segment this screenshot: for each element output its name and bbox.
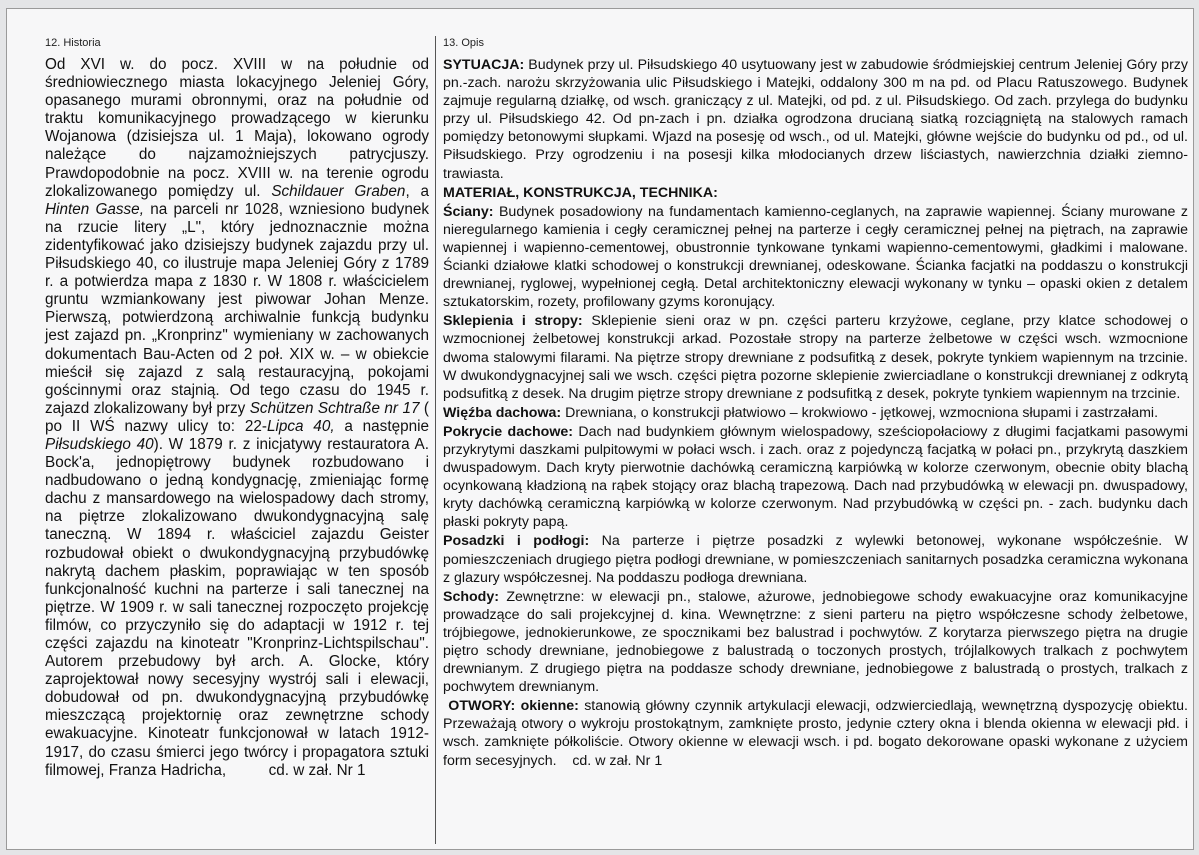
roofing-text: Dach nad budynkiem głównym wielospadowy, sześciopołaciowy z długimi facjatkami pasowymi przykrytymi daszkami pulpitowymi w połaci wsch. i zach. oraz z pojedynczą facjatką w połaci pn., przykrytą daszkiem dwuspadowym. Dach kryty pierwotnie dachówką ceramiczną karpiówką w kolorze czerwonym, obecnie obity blachą ocynkowaną kładzioną na rąbek stojący oraz blachą trapezową. Dach nad przybudówką w elewacji pn. dwuspadowy, kryty dachówką ceramiczną karpiówką w kolorze czerwonym. Nad przybudówką w części pn. - zach. budynku dach płaski pokryty papą. [443, 423, 1188, 531]
description-continuation-reference: cd. w zał. Nr 1 [572, 752, 663, 769]
document-sheet [6, 8, 1194, 850]
walls-heading: Ściany: [443, 203, 494, 220]
street-name-schutzen-schtrasse: Schützen Schtraße nr 17 [249, 399, 420, 417]
material-heading: MATERIAŁ, KONSTRUKCJA, TECHNIKA: [443, 184, 718, 201]
roofing-paragraph [443, 423, 1188, 532]
history-text-part-5: a następnie [334, 417, 429, 435]
street-name-hinten-gasse: Hinten Gasse, [45, 200, 144, 218]
vaults-text: Sklepienie sieni oraz w pn. części parteru krzyżowe, ceglane, przy klatce schodowej o wzmocnionej żelbetowej konstrukcji arkad. Pozostałe stropy na parterze żelbetowe w części wsch. wzmocnione dwoma stalowymi filarami. Na piętrze stropy drewniane z podsufitką z desek, pokryte tynkiem wapiennym na trzcinie. W dwukondygnacyjnej sali we wsch. części piętra pozorne sklepienie zwierciadlane o konstrukcji drewnianej z odkrytą podsufitką z desek. Na drugim piętrze stropy drewniane z podsufitką z desek, pokryte tynkiem wapiennym na trzcinie. [443, 313, 1188, 402]
roof-truss-text: Drewniana, o konstrukcji płatwiowo – krokwiowo - jętkowej, wzmocniona słupami i zastrzałami. [561, 404, 1159, 421]
column-divider [435, 36, 436, 844]
floors-heading: Posadzki i podłogi: [443, 533, 590, 550]
history-text-part-1: Od XVI w. do pocz. XVIII w na południe od średniowiecznego miasta lokacyjnego Jeleniej Góry, opasanego murami obronnymi, oraz na południe od traktu komunikacyjnego prowadzącego w kierunku Wojanowa (dzisiejsza ul. 1 Maja), lokowano ogrody należące do najzamożniejszych patrycjuszy. Prawdopodobnie na pocz. XVIII w. na terenie ogrodu zlokalizowanego pomiędzy ul. [45, 56, 429, 200]
history-text-part-4: ( po II WŚ nazwy ulicy to: 22- [45, 399, 429, 435]
stairs-text: Zewnętrzne: w elewacji pn., stalowe, ażurowe, jednobiegowe schody ewakuacyjne oraz komunikacyjne prowadzące do sali projekcyjnej d. kina. Wewnętrzne: z sieni parteru na piętro współczesne schody żelbetowe, trójbiegowe, jednokierunkowe, ze spocznikami bez balustrad i pochwytów. Z korytarza pierwszego piętra na drugie piętro schody drewniane, jednobiegowe z balustradą o toczonych prostych, trójlalkowych tralkach z pochwytem drewnianym. Z drugiego piętra na poddasze schody drewniane, jednobiegowe z balustradą o prostych, tralkach z pochwytem drewnianym. [443, 588, 1188, 696]
stairs-heading: Schody: [443, 588, 499, 605]
situation-paragraph [443, 56, 1188, 183]
openings-text: stanowią główny czynnik artykulacji elewacji, odzwierciedlają, wewnętrzną dyspozycję obiektu. Przeważają otwory o wykroju prostokątnym, zamknięte prosto, jedynie cztery okna i blenda okienna w elewacji płd. i wsch. zamknięte półkoliście. Otwory okienne w elewacji wsch. i pd. bogato dekorowane opaski wykonane z użyciem form secesyjnych. [443, 698, 1188, 769]
situation-heading: SYTUACJA: [443, 57, 525, 73]
roof-truss-paragraph [443, 404, 1188, 422]
history-text-part-6: ). W 1879 r. z inicjatywy restauratora A. Bock'a, jednopiętrowy budynek rozbudowano i nadbudowano o jedną kondygnację, zmieniając formę dachu z mansardowego na wielospadowy dach stromy, na piętrze zlokalizowano dwukondygnacyjną salę taneczną. W 1894 r. właściciel zajazdu Geister rozbudował obiekt o dwukondygnacyjną przybudówkę nakrytą dachem płaskim, poprawiając w ten sposób funkcjonalność kuchni na parterze i sali tanecznej na piętrze. W 1909 r. w sali tanecznej rozpoczęto projekcję filmów, co przyczyniło się do adaptacji w 1912 r. tej części zajazdu na kinoteatr "Kronprinz-Lichtspilschau". Autorem przebudowy był arch. A. Glocke, który zaprojektował nowy secesyjny wystrój sali i elewacji, dobudował od pn. dwukondygnacyjną przybudówkę mieszczącą projektornię oraz zewnętrzne schody ewakuacyjne. Kinoteatr funkcjonował w latach 1912-1917, do czasu śmierci jego twórcy i propagatora sztuki filmowej, Franza Hadricha, [45, 435, 429, 779]
walls-paragraph [443, 203, 1188, 312]
history-section-label: 12. Historia [45, 37, 101, 49]
floors-text: Na parterze i piętrze posadzki z wylewki betonowej, wykonane współcześnie. W pomieszczeniach drugiego piętra podłogi drewniane, w pomieszczeniach sanitarnych posadzka ceramiczna wykonana z glazury współczesnej. Na poddaszu podłoga drewniana. [443, 533, 1188, 586]
street-name-pilsudskiego: Piłsudskiego 40 [45, 435, 154, 453]
history-text [45, 56, 429, 780]
street-name-schildauer-graben: Schildauer Graben [271, 182, 406, 200]
roof-truss-heading: Więźba dachowa: [443, 404, 562, 421]
floors-paragraph [443, 532, 1188, 586]
vaults-heading: Sklepienia i stropy: [443, 313, 583, 330]
stairs-paragraph [443, 588, 1188, 697]
description-column [443, 36, 1188, 771]
description-section-label: 13. Opis [443, 37, 484, 49]
history-continuation-reference: cd. w zał. Nr 1 [268, 761, 366, 779]
material-heading-line [443, 184, 1188, 202]
history-text-part-2: , a [405, 182, 430, 200]
openings-heading: OTWORY: okienne: [448, 698, 579, 715]
vaults-paragraph [443, 312, 1188, 402]
roofing-heading: Pokrycie dachowe: [443, 423, 573, 440]
history-column [45, 36, 429, 780]
walls-text: Budynek posadowiony na fundamentach kamienno-ceglanych, na zaprawie wapiennej. Ściany murowane z nieregularnego kamienia i cegły ceramicznej pełnej na parterze i cegły ceramicznej pełnej na piętrach, na zaprawie wapiennej i wapienno-cementowej, obustronnie tynkowane tynkami wapienno-cementowymi, gładkimi i malowane. Ścianki działowe klatki schodowej o konstrukcji drewnianej, odeskowane. Ścianka facjatki na poddaszu o konstrukcji drewnianej, ryglowej, wypełnionej cegłą. Detal architektoniczny elewacji wykonany w tynku – opaski okien z detalem sztukatorskim, rozety, profilowany gzyms koronujący. [443, 203, 1188, 311]
street-name-lipca: Lipca 40, [266, 417, 335, 435]
history-text-part-3: na parceli nr 1028, wzniesiono budynek na rzucie litery „L", który jednoznacznie można zidentyfikować jako dzisiejszy budynek zajazdu przy ul. Piłsudskiego 40, co ilustruje mapa Jeleniej Góry z 1789 r. a potwierdza mapa z 1830 r. W 1808 r. właścicielem gruntu wzmiankowany jest piwowar Johan Menze. Pierwszą, potwierdzoną archiwalnie funkcją budynku jest zajazd pn. „Kronprinz" wymieniany w zachowanych dokumentach Bau-Acten od 2 poł. XIX w. – w obiekcie mieścił się zajazd z salą restauracyjną, pokojami gościnnymi oraz stajnią. Od tego czasu do 1945 r. zajazd zlokalizowany był przy [45, 200, 429, 417]
situation-text: Budynek przy ul. Piłsudskiego 40 usytuowany jest w zabudowie śródmiejskiej centrum Jeleniej Góry przy pn.-zach. narożu skrzyżowania ulic Piłsudskiego i Matejki, oddalony 300 m na pd. od Placu Ratuszowego. Budynek zajmuje regularną działkę, od wsch. graniczący z ul. Matejki, od pd. z ul. Piłsudskiego. Od zach. przylega do budynku przy ul. Piłsudskiego 42. Od pn-zach i pn. działka ogrodzona drucianą siatką rozciągniętą na stalowych ramach pomiędzy betonowymi słupkami. Wjazd na posesję od wsch., od ul. Matejki, główne wejście do budynku od pd., od ul. Piłsudskiego. Przy ogrodzeniu i na posesji kilka młodocianych drzew liściastych, nawierzchnia działki ziemno-trawiasta. [443, 57, 1188, 182]
openings-paragraph [443, 697, 1188, 769]
